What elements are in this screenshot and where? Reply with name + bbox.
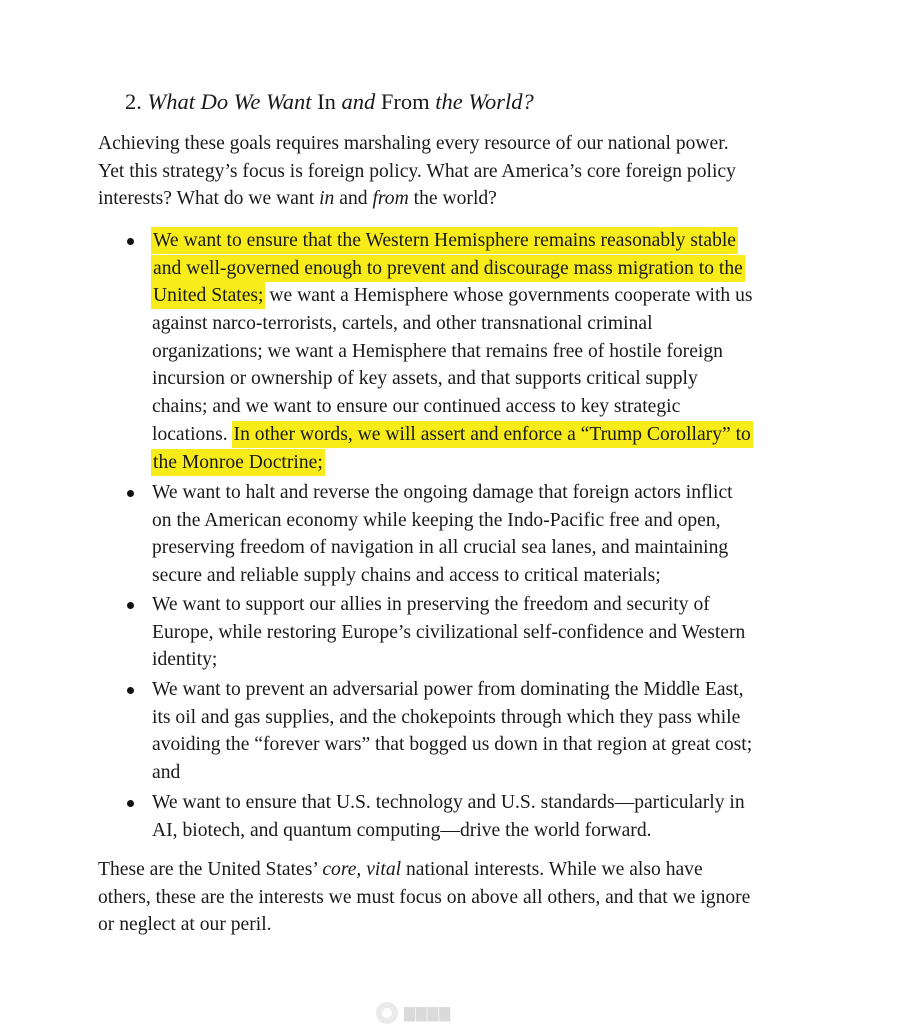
bullet-text: locations. bbox=[152, 423, 233, 445]
bullet-dot-icon bbox=[127, 238, 134, 245]
bullet-line: on the American economy while keeping the Indo-Pacific free and open, bbox=[152, 509, 721, 531]
closing-text: These are the United States’ bbox=[98, 859, 323, 880]
bullet-dot-icon bbox=[127, 800, 134, 807]
list-item bbox=[152, 591, 832, 674]
bullet-dot-icon bbox=[127, 602, 134, 609]
watermark-logo-icon bbox=[376, 1002, 398, 1024]
list-item bbox=[152, 676, 832, 787]
highlighted-text: United States; bbox=[153, 285, 264, 307]
closing-line-3: or neglect at our peril. bbox=[98, 914, 272, 936]
intro-emphasis-from: from bbox=[372, 188, 409, 210]
bullet-line: We want to halt and reverse the ongoing damage that foreign actors inflict bbox=[152, 482, 733, 503]
intro-line-1: Achieving these goals requires marshaling every resource of our national power. bbox=[98, 133, 729, 154]
bullet-line bbox=[152, 365, 832, 393]
closing-emphasis: core, vital bbox=[322, 859, 402, 880]
bullet-text: organizations; we want a Hemisphere that remains free of hostile foreign bbox=[152, 340, 723, 362]
heading-part-2: In bbox=[317, 89, 336, 114]
bullet-line: its oil and gas supplies, and the chokepoints through which they pass while bbox=[152, 706, 741, 728]
intro-line-2: Yet this strategy’s focus is foreign policy. What are America’s core foreign policy bbox=[98, 160, 736, 182]
bullet-dot-icon bbox=[127, 687, 134, 694]
watermark bbox=[376, 1002, 526, 1024]
highlighted-text: In other words, we will assert and enforce a “Trump Corollary” to bbox=[233, 423, 751, 445]
bullet-text: chains; and we want to ensure our continued access to key strategic bbox=[152, 396, 681, 418]
list-item bbox=[152, 479, 832, 590]
bullet-line bbox=[152, 227, 832, 255]
bullet-line: We want to prevent an adversarial power from dominating the Middle East, bbox=[152, 679, 744, 700]
bullet-line bbox=[152, 421, 832, 449]
intro-emphasis-in: in bbox=[319, 188, 335, 210]
bullet-line bbox=[152, 393, 832, 421]
bullet-text: against narco-terrorists, cartels, and other transnational criminal bbox=[152, 313, 653, 335]
intro-paragraph bbox=[98, 130, 818, 213]
bullet-line bbox=[152, 310, 832, 338]
closing-text: national interests. While we also have bbox=[401, 859, 703, 880]
bullet-line: AI, biotech, and quantum computing—drive the world forward. bbox=[152, 819, 652, 841]
closing-line-1 bbox=[98, 856, 818, 884]
bullet-text: incursion or ownership of key assets, and that supports critical supply bbox=[152, 368, 698, 390]
bullet-dot-icon bbox=[127, 490, 134, 497]
bullet-line: identity; bbox=[152, 649, 218, 671]
intro-text: and bbox=[334, 188, 373, 210]
bullet-line: and bbox=[152, 762, 181, 784]
bullet-line bbox=[152, 449, 832, 477]
bullet-line: avoiding the “forever wars” that bogged us down in that region at great cost; bbox=[152, 734, 753, 756]
heading-part-3: and bbox=[341, 89, 376, 114]
list-item bbox=[152, 789, 832, 844]
bullet-line bbox=[152, 282, 832, 310]
bullet-line: We want to ensure that U.S. technology and U.S. standards—particularly in bbox=[152, 792, 745, 813]
watermark-text: ▇▇▇▇ bbox=[404, 1004, 452, 1021]
heading-part-4: From bbox=[380, 89, 430, 114]
bullet-line: preserving freedom of navigation in all crucial sea lanes, and maintaining bbox=[152, 537, 729, 559]
intro-text: interests? What do we want bbox=[98, 188, 320, 210]
closing-paragraph bbox=[98, 856, 818, 939]
list-item bbox=[152, 227, 832, 476]
bullet-line bbox=[152, 338, 832, 366]
bullet-line: Europe, while restoring Europe’s civilizational self-confidence and Western bbox=[152, 621, 746, 643]
highlighted-text: We want to ensure that the Western Hemisphere remains reasonably stable bbox=[153, 230, 737, 251]
closing-line-2: others, these are the interests we must focus on above all others, and that we ignore bbox=[98, 886, 751, 908]
heading-number: 2. bbox=[125, 89, 142, 114]
highlighted-text: and well-governed enough to prevent and discourage mass migration to the bbox=[153, 257, 743, 279]
heading-part-5: the World? bbox=[435, 89, 534, 114]
intro-line-3 bbox=[98, 185, 818, 213]
intro-text: the world? bbox=[408, 188, 497, 210]
highlighted-text: the Monroe Doctrine; bbox=[153, 451, 323, 473]
bullet-line: secure and reliable supply chains and access to critical materials; bbox=[152, 565, 661, 587]
bullet-text: we want a Hemisphere whose governments cooperate with us bbox=[264, 285, 753, 307]
section-heading bbox=[125, 86, 534, 118]
bullet-line: We want to support our allies in preserving the freedom and security of bbox=[152, 594, 710, 615]
bullet-line bbox=[152, 255, 832, 283]
heading-part-1: What Do We Want bbox=[147, 89, 312, 114]
